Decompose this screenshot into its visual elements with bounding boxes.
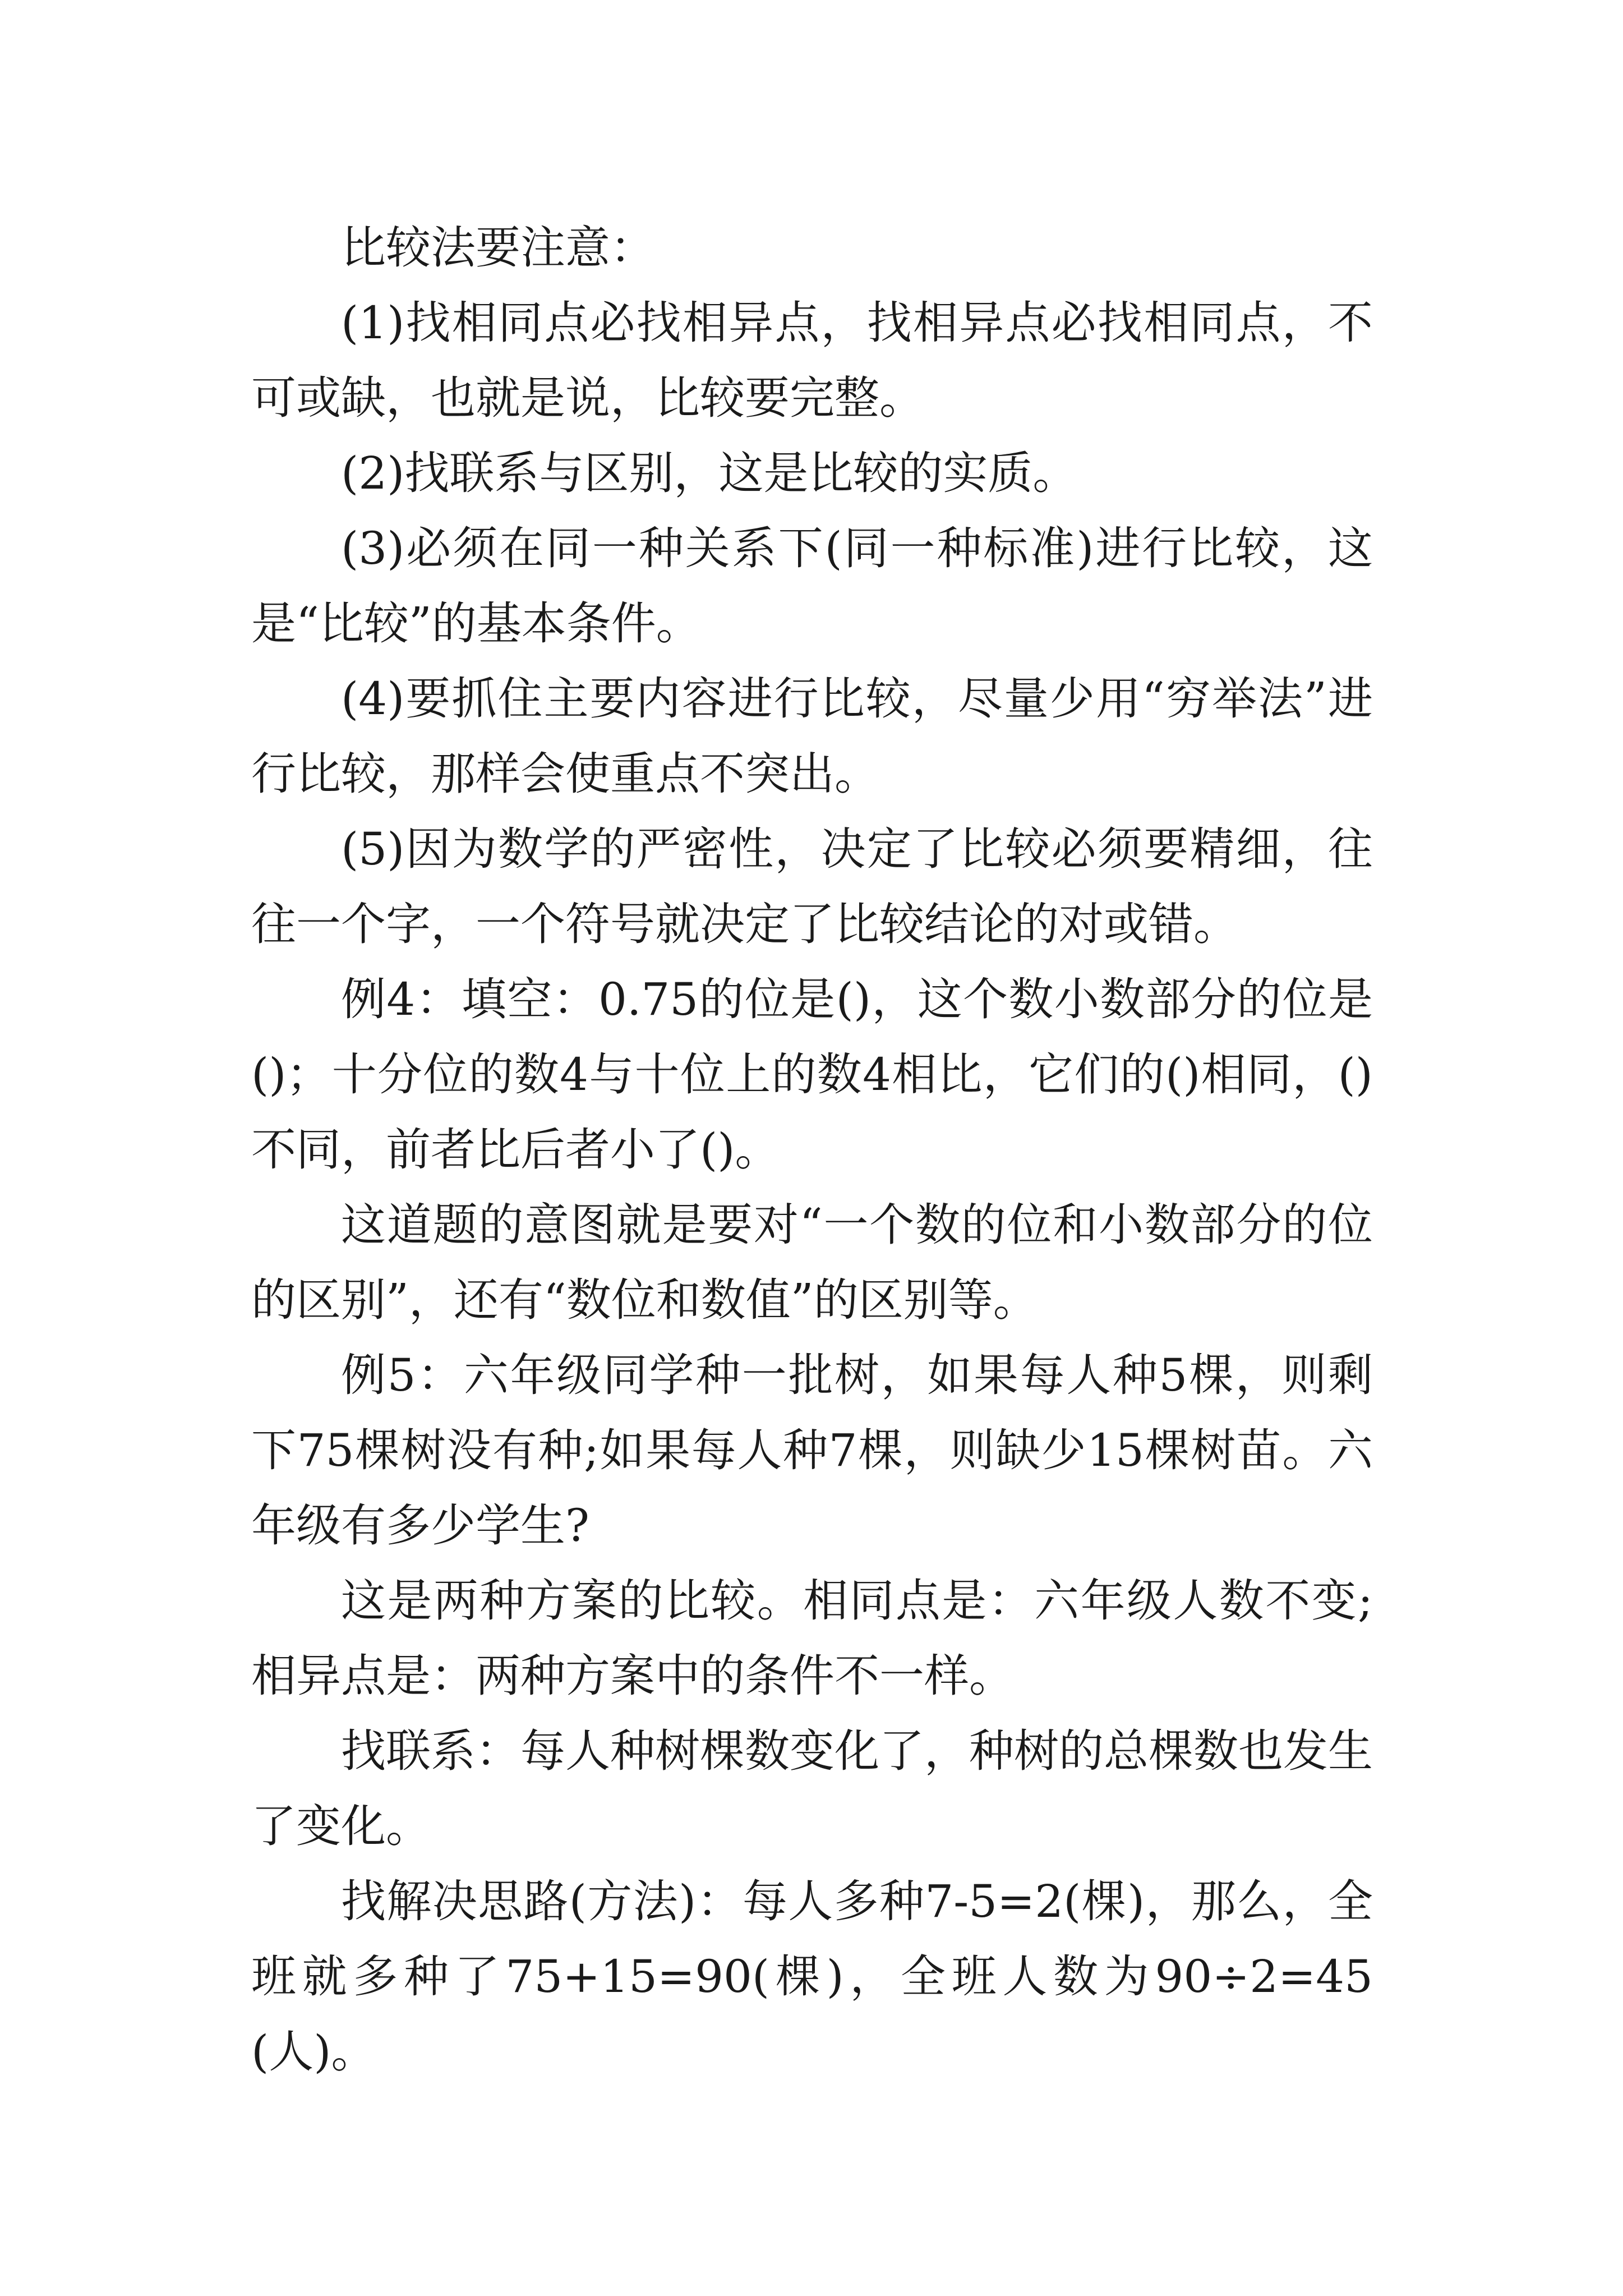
paragraph-comparison-notes: 比较法要注意：	[341, 222, 655, 274]
document-page	[251, 210, 1373, 2090]
paragraph-point-2: (2)找联系与区别，这是比较的实质。	[341, 447, 1078, 499]
paragraph-point-4: (4)要抓住主要内容进行比较，尽量少用“穷举法”进行比较，那样会使重点不突出。	[251, 673, 1373, 800]
paragraph-point-5: (5)因为数学的严密性，决定了比较必须要精细，往往一个字，一个符号就决定了比较结论的对或错。	[251, 823, 1373, 950]
paragraph-solution: 找解决思路(方法)：每人多种7-5=2(棵)，那么，全班就多种了75+15=90(棵)，全班人数为90÷2=45(人)。	[251, 1875, 1373, 2078]
paragraph-example-4: 例4：填空：0.75的位是()，这个数小数部分的位是()；十分位的数4与十位上的数4相比，它们的()相同，()不同，前者比后者小了()。	[251, 973, 1373, 1176]
paragraph-find-connection: 找联系：每人种树棵数变化了，种树的总棵数也发生了变化。	[251, 1725, 1373, 1852]
paragraph-point-3: (3)必须在同一种关系下(同一种标准)进行比较，这是“比较”的基本条件。	[251, 522, 1373, 650]
paragraph-example-5: 例5：六年级同学种一批树，如果每人种5棵，则剩下75棵树没有种;如果每人种7棵，则缺少15棵树苗。六年级有多少学生?	[251, 1349, 1373, 1552]
paragraph-example-5-comparison: 这是两种方案的比较。相同点是：六年级人数不变;相异点是：两种方案中的条件不一样。	[251, 1575, 1373, 1702]
paragraph-example-4-explanation: 这道题的意图就是要对“一个数的位和小数部分的位的区别”，还有“数位和数值”的区别等。	[251, 1199, 1373, 1326]
paragraph-point-1: (1)找相同点必找相异点，找相异点必找相同点，不可或缺，也就是说，比较要完整。	[251, 297, 1373, 424]
